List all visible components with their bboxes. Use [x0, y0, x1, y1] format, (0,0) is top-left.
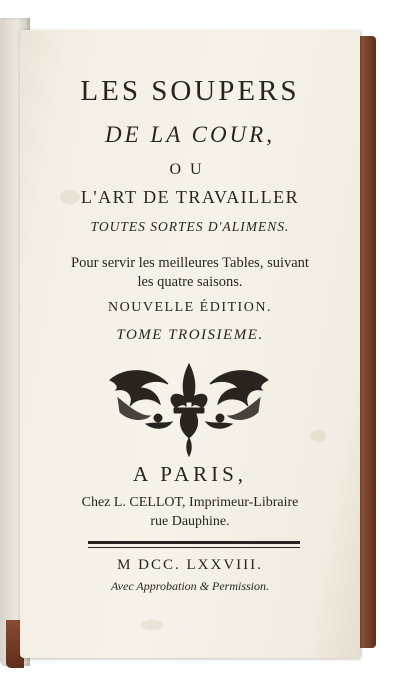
imprint-year: M DCC. LXXVIII.	[117, 557, 263, 573]
fleur-de-lis-ornament-icon	[106, 358, 272, 458]
printer-line: Chez L. CELLOT, Imprimeur-Libraire	[81, 495, 299, 510]
approbation-statement: Avec Approbation & Permission.	[111, 579, 269, 593]
purpose-line: Pour servir les meilleures Tables, suivant	[71, 255, 309, 271]
foxing-spot	[310, 430, 326, 442]
book-subtitle: DE LA COUR,	[105, 122, 275, 147]
double-rule-thin	[88, 547, 300, 548]
title-page	[20, 30, 360, 658]
edition-statement: NOUVELLE ÉDITION.	[108, 300, 272, 315]
alternate-title-continued: TOUTES SORTES D'ALIMENS.	[90, 219, 290, 234]
title-conjunction: OU	[169, 161, 211, 178]
purpose-line-continued: les quatre saisons.	[137, 274, 243, 290]
book-title: LES SOUPERS	[80, 75, 300, 107]
imprint-place: A PARIS,	[132, 462, 248, 486]
foxing-spot	[140, 620, 164, 630]
volume-statement: TOME TROISIEME.	[116, 327, 264, 343]
alternate-title: L'ART DE TRAVAILLER	[80, 187, 300, 207]
printer-address: rue Dauphine.	[150, 514, 230, 529]
double-rule-thick	[88, 541, 300, 544]
